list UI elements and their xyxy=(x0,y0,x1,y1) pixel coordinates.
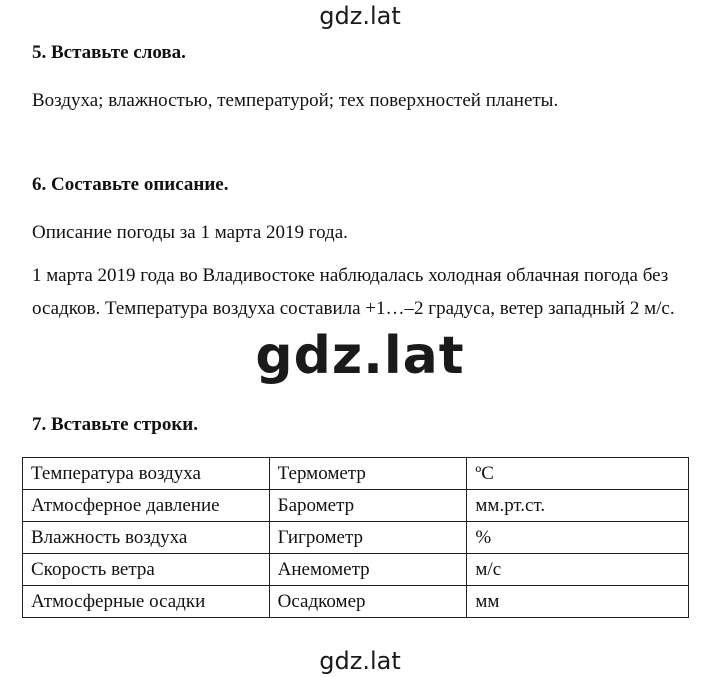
table-row xyxy=(23,586,689,618)
table-cell-parameter: Влажность воздуха xyxy=(23,522,270,554)
table-cell-parameter: Скорость ветра xyxy=(23,554,270,586)
table-row xyxy=(23,490,689,522)
table-cell-parameter: Температура воздуха xyxy=(23,458,270,490)
table-cell-unit: мм xyxy=(467,586,689,618)
table-cell-parameter: Атмосферное давление xyxy=(23,490,270,522)
task6-intro: Описание погоды за 1 марта 2019 года. xyxy=(32,222,348,243)
table-cell-instrument: Анемометр xyxy=(269,554,467,586)
table-cell-instrument: Термометр xyxy=(269,458,467,490)
task7-heading: 7. Вставьте строки. xyxy=(32,414,198,435)
table-cell-unit: мм.рт.ст. xyxy=(467,490,689,522)
task5-heading: 5. Вставьте слова. xyxy=(32,42,186,63)
table-row xyxy=(23,458,689,490)
table-cell-unit: м/с xyxy=(467,554,689,586)
watermark-top: gdz.lat xyxy=(319,2,401,30)
table-row xyxy=(23,554,689,586)
task5-text: Воздуха; влажностью, температурой; тех поверхностей планеты. xyxy=(32,90,559,111)
table-cell-instrument: Барометр xyxy=(269,490,467,522)
table-cell-parameter: Атмосферные осадки xyxy=(23,586,270,618)
task6-text: 1 марта 2019 года во Владивостоке наблюдалась холодная облачная погода без осадков. Температура воздуха составила +1…–2 градуса, ветер западный 2 м/с. xyxy=(32,265,675,319)
measurements-table xyxy=(22,457,689,618)
watermark-middle: gdz.lat xyxy=(255,326,465,386)
table-cell-instrument: Осадкомер xyxy=(269,586,467,618)
watermark-bottom: gdz.lat xyxy=(319,647,401,675)
table-cell-unit: % xyxy=(467,522,689,554)
table-cell-instrument: Гигрометр xyxy=(269,522,467,554)
task6-heading: 6. Составьте описание. xyxy=(32,174,229,195)
table-cell-unit: ºС xyxy=(467,458,689,490)
table-row xyxy=(23,522,689,554)
